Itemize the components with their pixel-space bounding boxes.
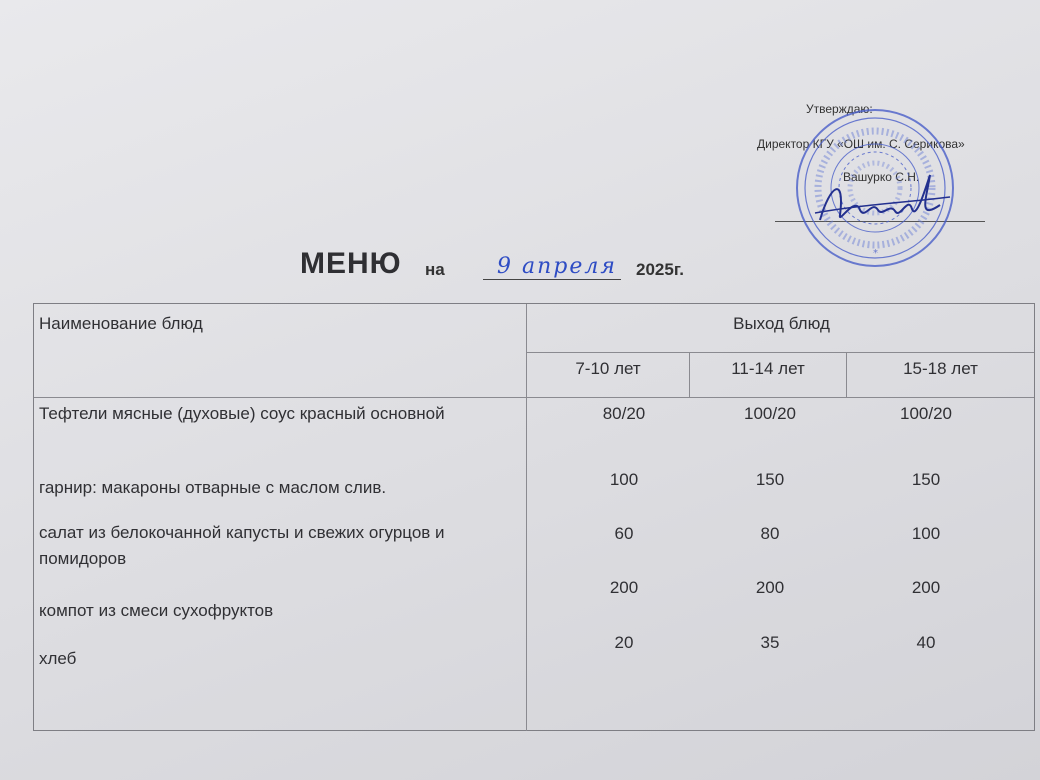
dish-garnish: гарнир: макароны отварные с маслом слив. [39,478,387,497]
approval-director: Директор КГУ «ОШ им. С. Серикова» [757,137,965,151]
date-underline [483,279,621,280]
yield-11-14: 150 [755,470,785,489]
yield-15-18: 40 [916,633,936,652]
table-divider-age-top [526,352,1034,353]
approval-title: Утверждаю: [806,102,873,116]
header-age-15-18: 15-18 лет [903,359,978,378]
dish-salad: салат из белокочанной капусты и свежих огурцов и помидоров [39,523,445,568]
dish-compote: компот из смеси сухофруктов [39,601,274,620]
yield-15-18: 100 [911,524,941,543]
menu-table [33,303,1035,731]
yield-7-10: 80/20 [602,404,646,423]
yield-11-14: 35 [760,633,780,652]
yield-15-18: 150 [911,470,941,489]
yield-11-14: 100/20 [744,404,796,423]
year-label: 2025г. [636,260,684,279]
dish-meatballs: Тефтели мясные (духовые) соус красный основной [39,404,445,423]
dish-bread: хлеб [39,649,77,668]
yield-7-10: 200 [609,578,639,597]
handwritten-date: 9 апреля [497,254,617,279]
yield-15-18: 200 [911,578,941,597]
date-prefix: на [425,260,445,279]
handwritten-signature [800,165,960,235]
header-age-7-10: 7-10 лет [575,359,641,378]
yield-7-10: 20 [614,633,634,652]
header-age-11-14: 11-14 лет [731,359,805,378]
approval-name: Вашурко С.Н. [843,170,920,184]
yield-7-10: 100 [609,470,639,489]
header-dish-name: Наименование блюд [39,314,203,333]
yield-11-14: 80 [760,524,780,543]
yield-7-10: 60 [614,524,634,543]
svg-text:*: * [873,248,878,259]
table-divider-header [34,397,1034,398]
yield-11-14: 200 [755,578,785,597]
yield-15-18: 100/20 [900,404,952,423]
menu-title: МЕНЮ [300,247,402,280]
header-yield: Выход блюд [733,314,830,333]
